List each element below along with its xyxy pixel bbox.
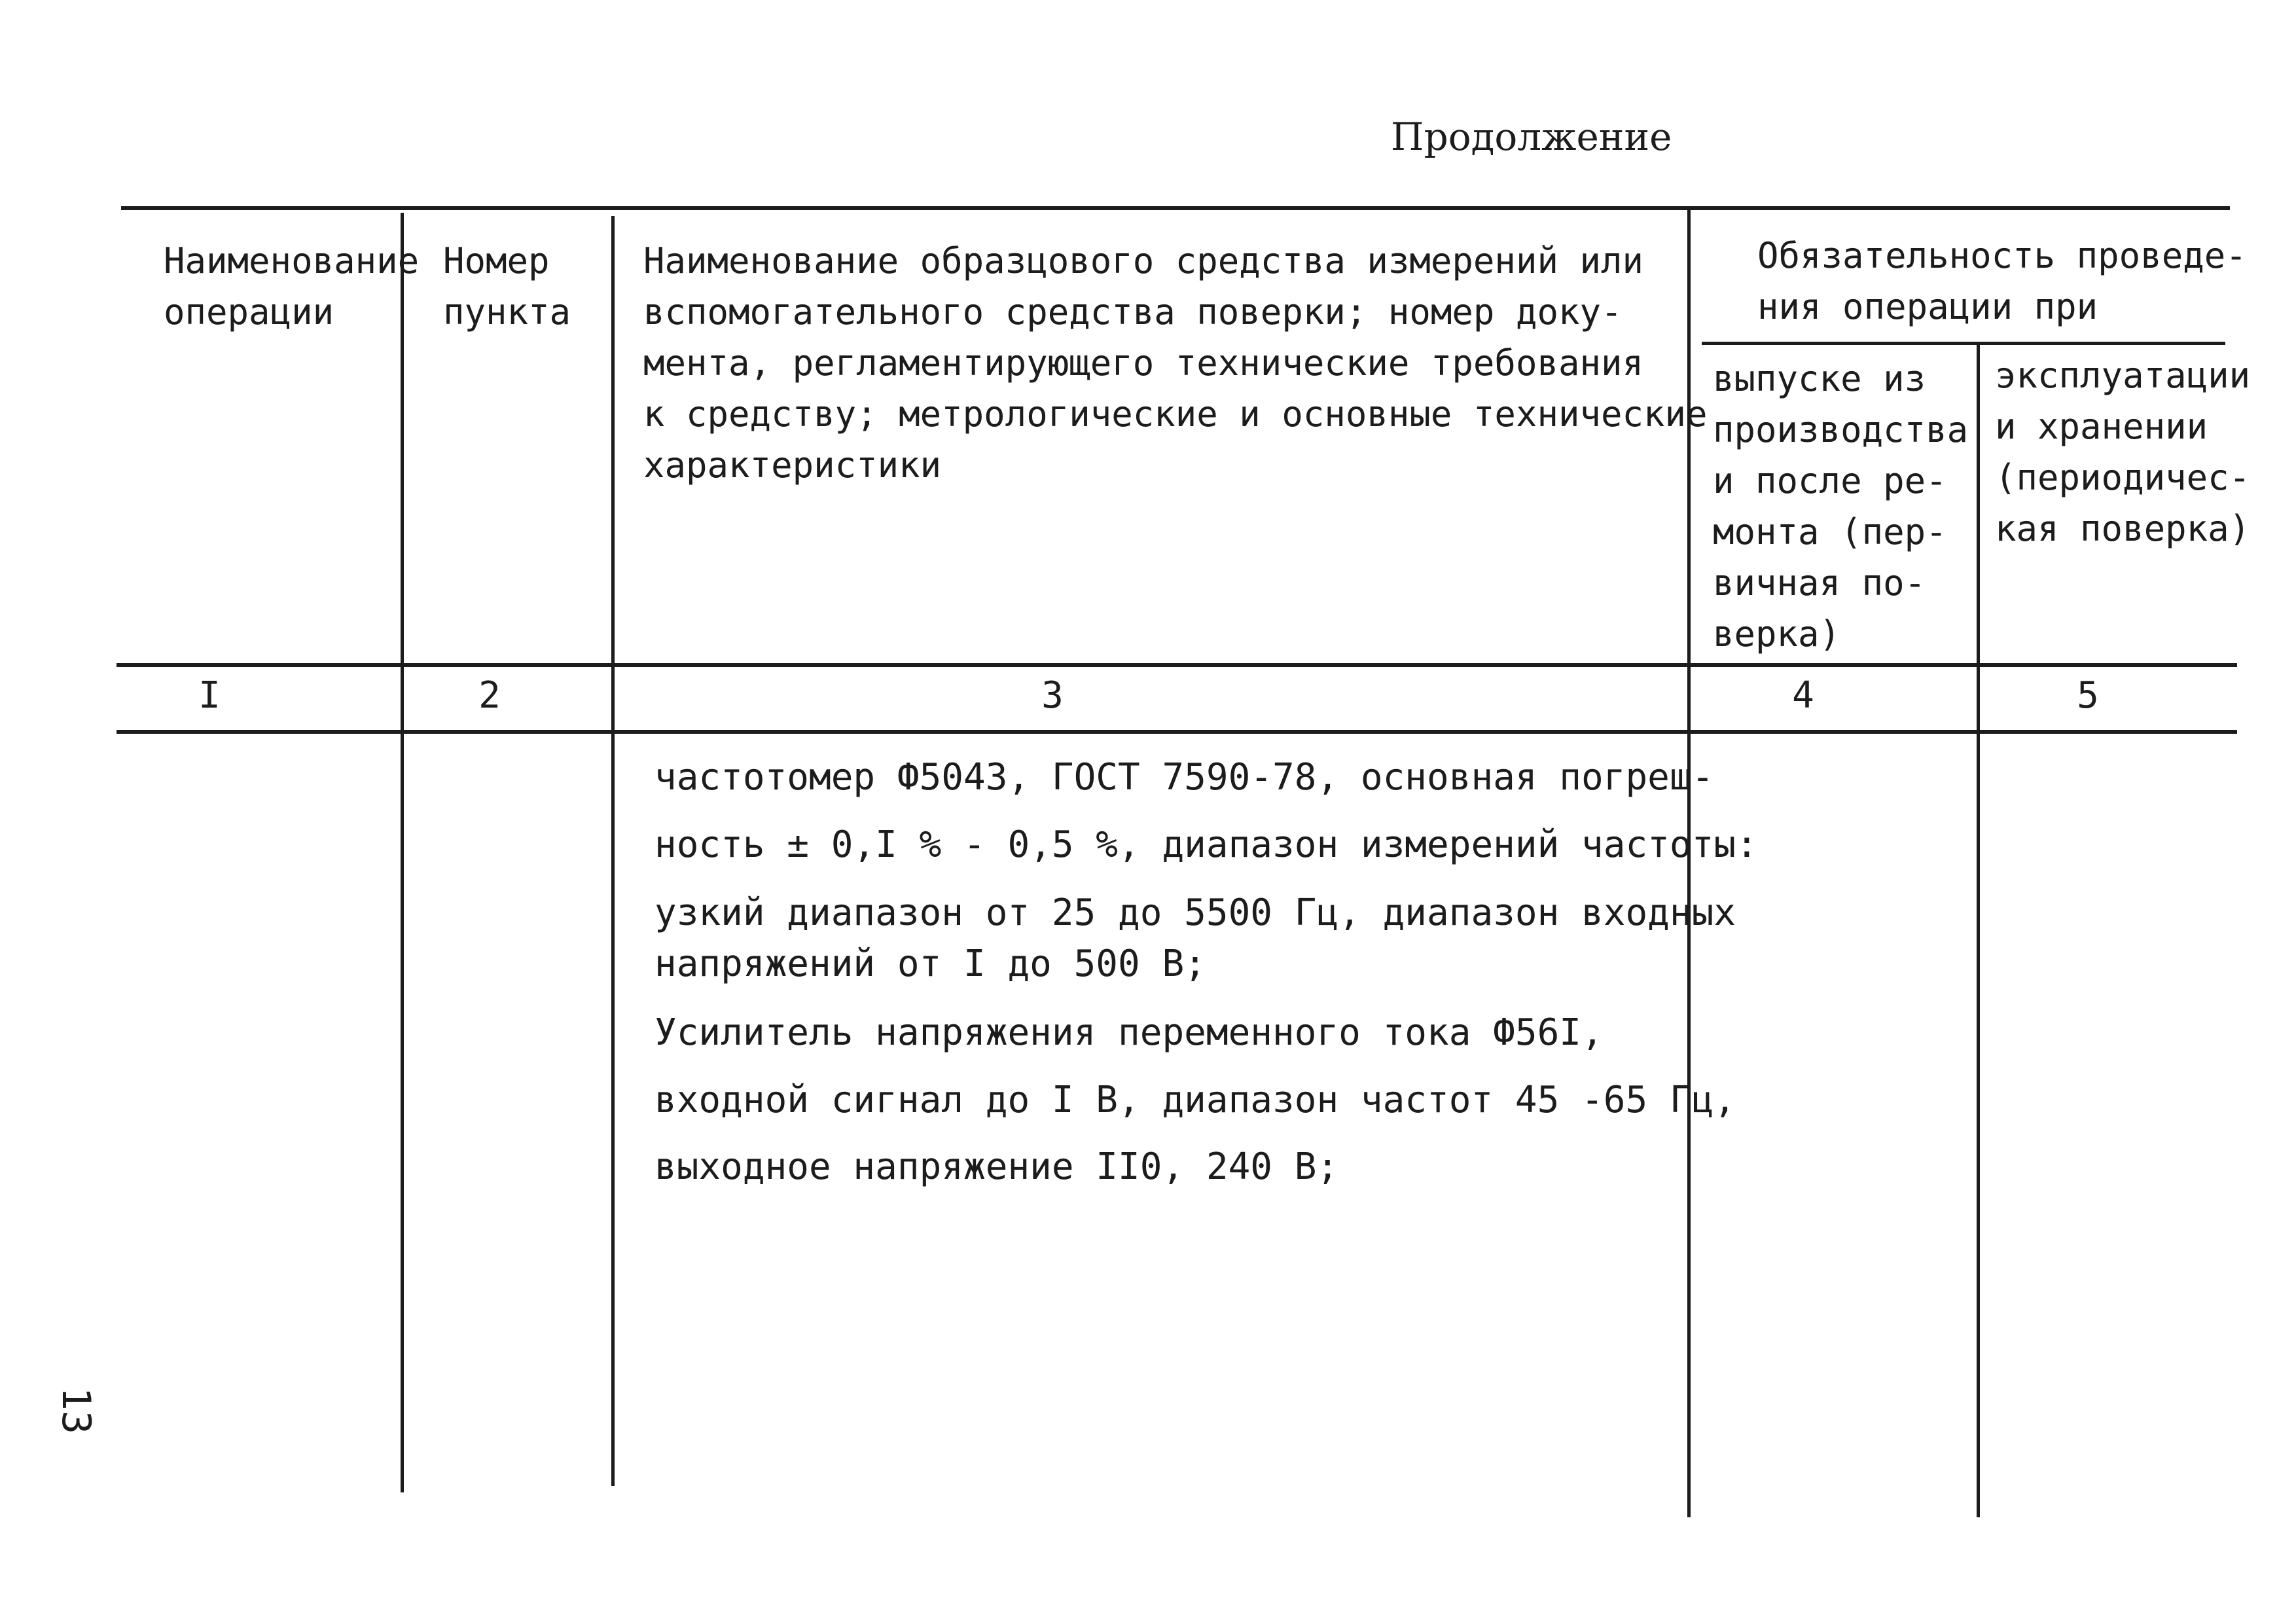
col-divider-1 — [401, 213, 404, 1492]
body-line: входной сигнал до I В, диапазон частот 45 -65 Гц, — [655, 1079, 1736, 1121]
body-line: Усилитель напряжения переменного тока Ф56I, — [655, 1011, 1604, 1054]
body-line: частотомер Ф5043, ГОСТ 7590-78, основная погреш- — [655, 756, 1714, 799]
body-line: ность ± 0,I % - 0,5 %, диапазон измерений частоты: — [655, 823, 1758, 866]
col-divider-4 — [1977, 345, 1980, 1517]
header-bottom-rule — [117, 663, 2237, 667]
column-number-2: 2 — [478, 674, 501, 717]
header-periodic-verification: эксплуатации и хранении (периодичес- кая поверка) — [1995, 355, 2251, 549]
col-divider-2 — [611, 216, 615, 1486]
column-number-3: 3 — [1041, 674, 1064, 717]
header-instrument: Наименование образцового средства измерений или вспомогательного средства поверки; номер доку- мента, регламентирующего технические требования к средству; метрологические и основные технические характеристики — [643, 240, 1708, 486]
group-header-rule — [1702, 342, 2225, 345]
continuation-label: Продолжение — [1391, 115, 1672, 159]
header-item-number: Номер пункта — [443, 240, 571, 333]
numbers-bottom-rule — [117, 730, 2237, 734]
header-obligation-group: Обязательность проведе- ния операции при — [1757, 235, 2247, 327]
column-number-5: 5 — [2077, 674, 2099, 717]
body-line: напряжений от I до 500 В; — [655, 943, 1206, 985]
column-number-4: 4 — [1792, 674, 1814, 717]
column-number-1: I — [198, 674, 221, 717]
body-line: выходное напряжение II0, 240 В; — [655, 1146, 1339, 1188]
header-initial-verification: выпуске из производства и после ре- монта (пер- вичная по- верка) — [1713, 358, 1969, 655]
table-top-rule — [121, 206, 2230, 210]
body-line: узкий диапазон от 25 до 5500 Гц, диапазон входных — [655, 892, 1736, 934]
page-number: 13 — [53, 1386, 99, 1435]
header-operation-name: Наименование операции — [164, 240, 420, 333]
